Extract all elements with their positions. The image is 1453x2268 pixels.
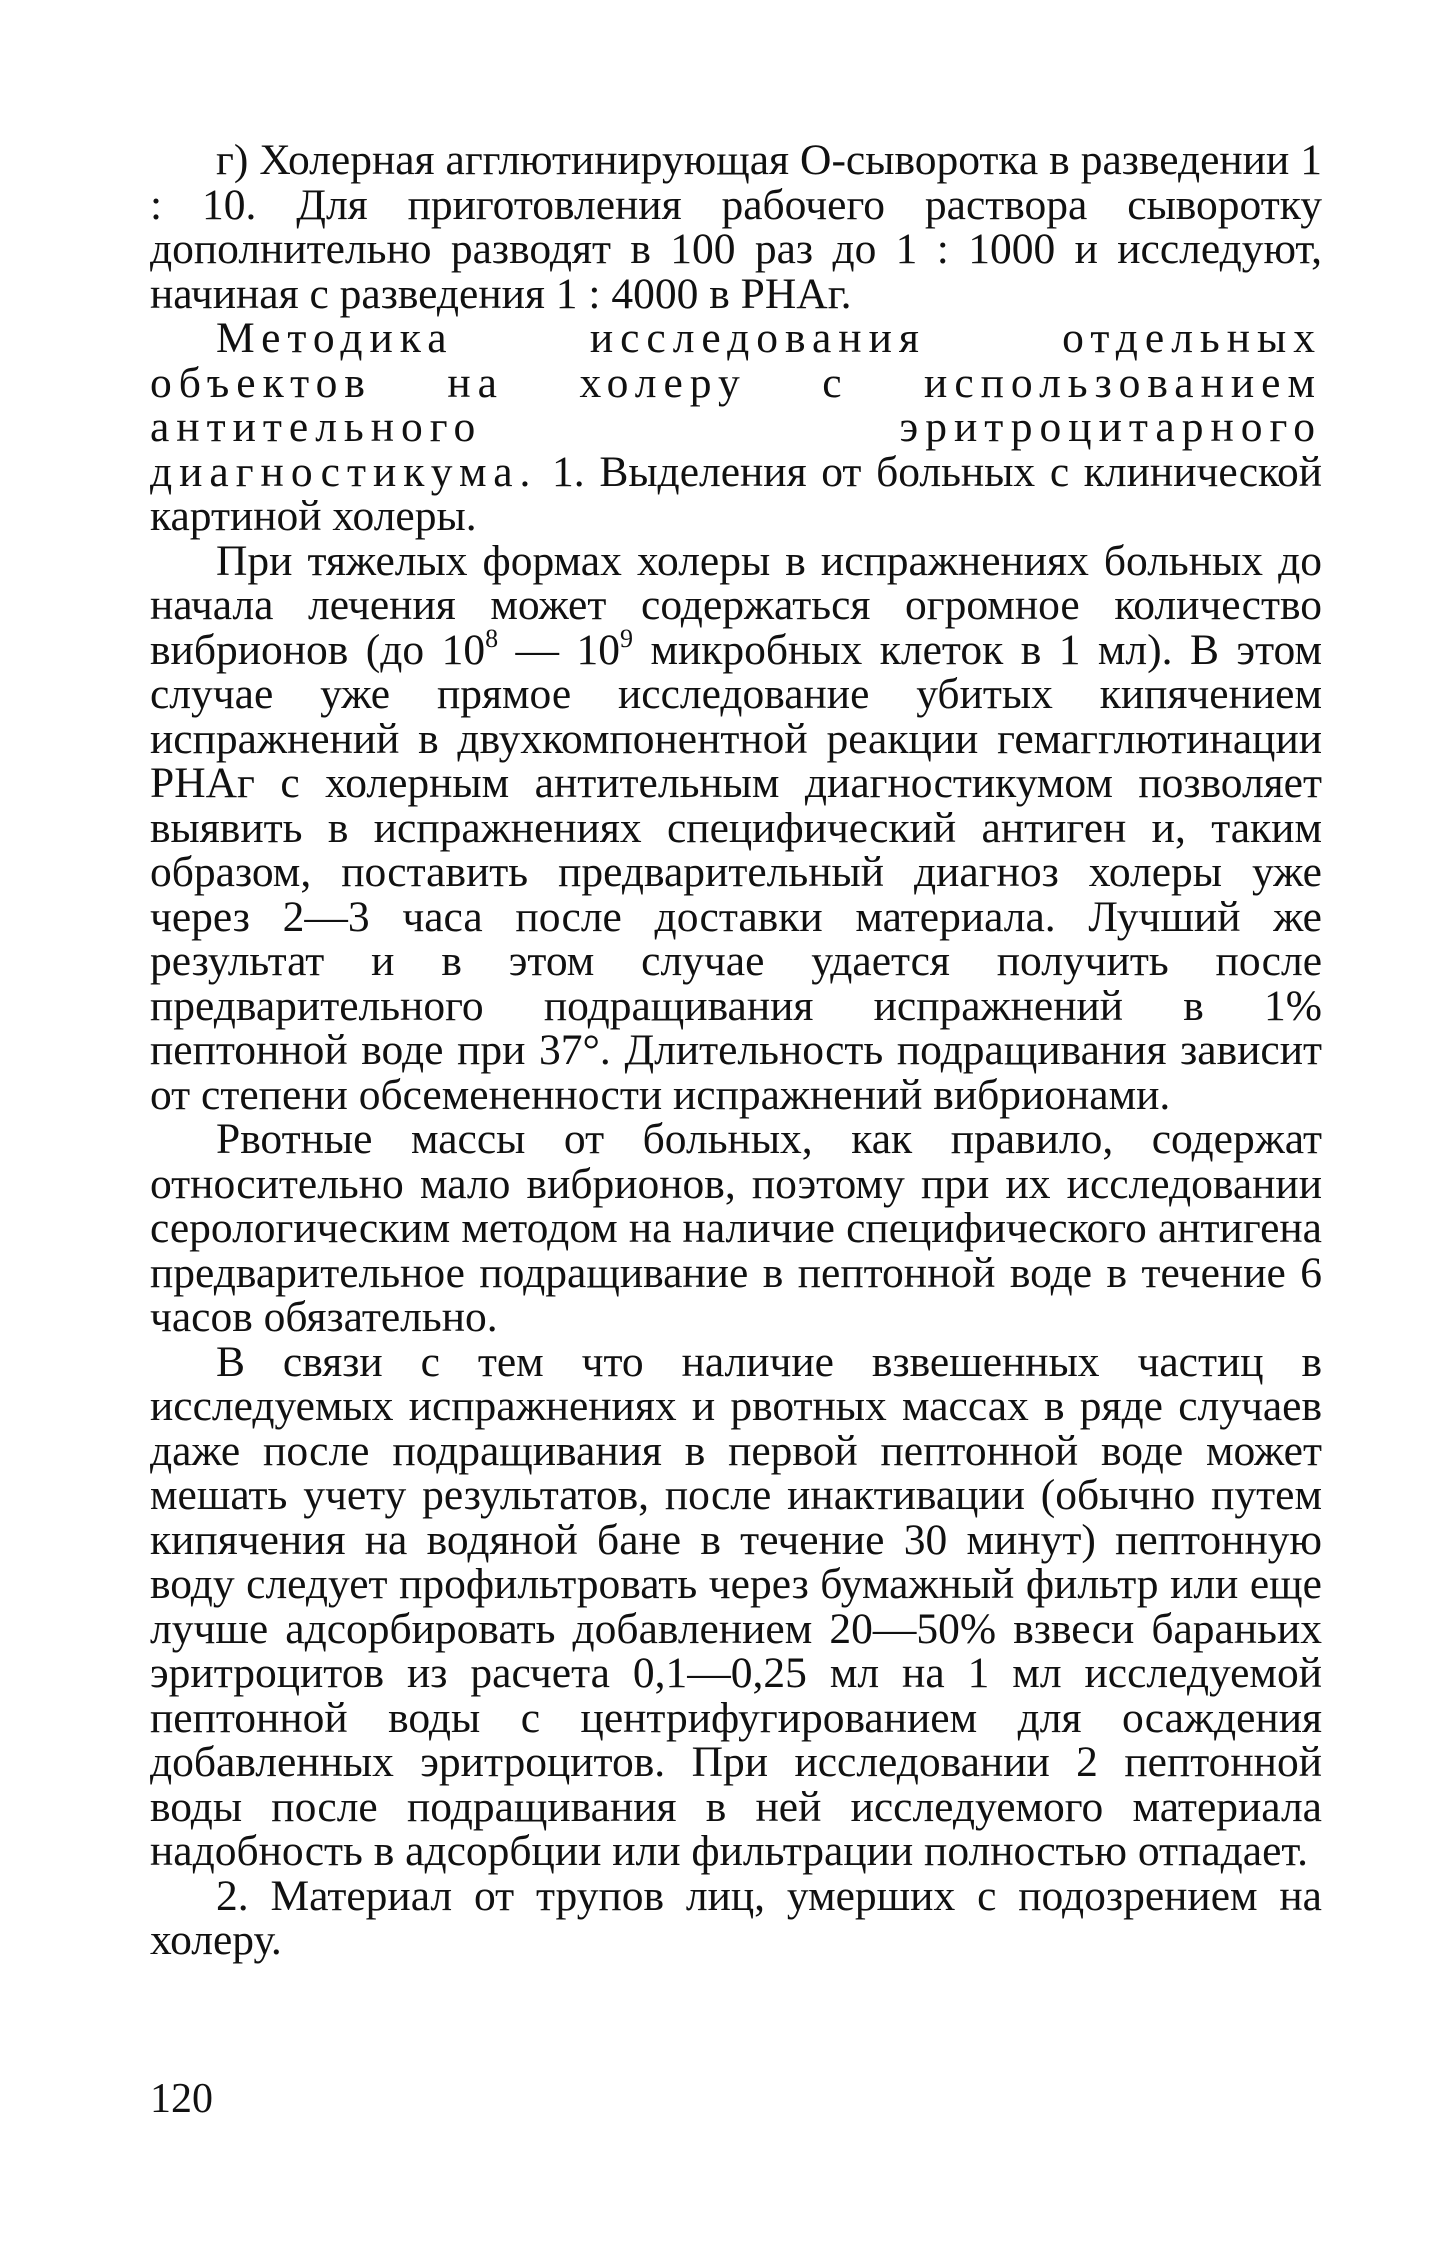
paragraph-suspended-particles: В связи с тем что наличие взвешенных частиц в исследуемых испражнениях и рвотных массах в ряде случаев даже после подращивания в первой пептонной воде может мешать учету результатов, после инактивации (обычно путем кипячения на водяной бане в течение 30 минут) пептонную воду следует профильтровать через бумажный фильтр или еще лучше адсорбировать добавлением 20—50% взвеси бараньих эритроцитов из расчета 0,1—0,25 мл на 1 мл исследуемой пептонной воды с центрифугированием для осаждения добавленных эритроцитов. При исследовании 2 пептонной воды после подращивания в ней исследуемого материала надобность в адсорбции или фильтрации полностью отпадает. [150, 1337, 1322, 1875]
page-number: 120 [150, 2076, 213, 2122]
method-heading: Методика исследования отдельных объектов на холеру с использованием антительного эритроцитарного диагностикума. [150, 314, 1322, 496]
severe-forms-text-after: микробных клеток в 1 мл). В этом случае уже прямое исследование убитых кипячением испражнений в двухкомпонентной реакции гемагглютинации РНАг с холерным антительным диагностикумом позволяет выявить в испражнениях специфический антиген и, таким образом, поставить предварительный диагноз холеры уже через 2—3 часа после доставки материала. Лучший же результат и в этом случае удается получить после предварительного подращивания испражнений в 1% пептонной воде при 37°. Длительность подращивания зависит от степени обсемененности испражнений вибрионами. [150, 625, 1322, 1119]
method-heading-continuation: 1. Выделения от больных с клинической картиной холеры. [150, 447, 1322, 540]
paragraph-vomit: Рвотные массы от больных, как правило, содержат относительно мало вибрионов, поэтому при их исследовании серологическим методом на наличие специфического антигена предварительное подращивание в пептонной воде в течение 6 часов обязательно. [150, 1115, 1322, 1341]
paragraph-serum-dilution: г) Холерная агглютинирующая О-сыворотка в разведении 1 : 10. Для приготовления рабочего раствора сыворотку дополнительно разводят в 100 раз до 1 : 1000 и исследуют, начиная с разведения 1 : 4000 в РНАг. [150, 136, 1322, 318]
severe-forms-text-middle: — 10 [498, 625, 621, 674]
paragraph-severe-forms [150, 536, 1322, 1119]
page-body [150, 138, 1322, 1963]
exponent-8: 8 [485, 623, 499, 653]
severe-forms-text-before: При тяжелых формах холеры в испражнениях больных до начала лечения может содержаться огромное количество вибрионов (до 10 [150, 536, 1322, 674]
exponent-9: 9 [620, 623, 634, 653]
paragraph-method-heading [150, 316, 1322, 539]
paragraph-corpse-material: 2. Материал от трупов лиц, умерших с подозрением на холеру. [150, 1871, 1322, 1964]
